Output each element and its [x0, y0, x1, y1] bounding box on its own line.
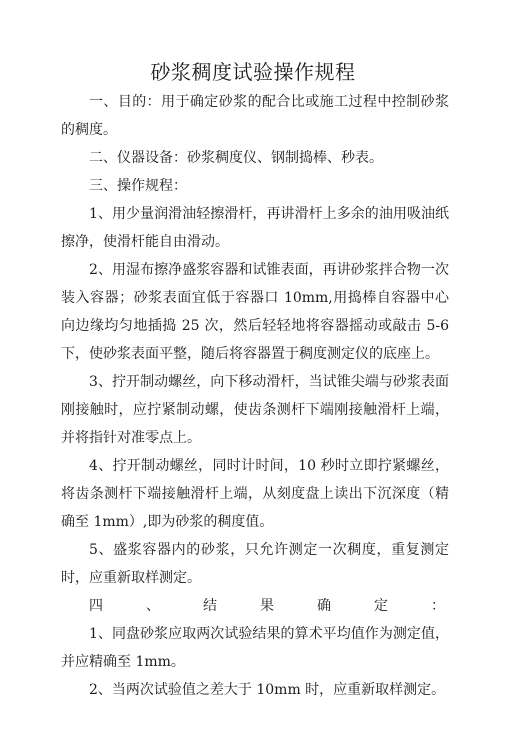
section-results-heading — [61, 592, 449, 620]
section-equipment: 二、仪器设备：砂浆稠度仪、钢制捣棒、秒表。 — [89, 150, 383, 166]
results-heading-char: ： — [431, 598, 445, 614]
results-heading-char: 定 — [374, 598, 388, 614]
procedure-step-4: 4、拧开制动螺丝，同时计时间，10 秒时立即拧紧螺丝，将齿条测杆下端接触滑杆上端，从刻度盘上读出下沉深度（精确至 1mm）,即为砂浆的稠度值。 — [61, 458, 449, 530]
results-heading-char: 确 — [317, 598, 331, 614]
results-heading-char: 四 — [89, 598, 103, 614]
result-item-1: 1、同盘砂浆应取两次试验结果的算术平均值作为测定值，并应精确至 1mm。 — [61, 626, 449, 670]
procedure-step-5: 5、盛浆容器内的砂浆，只允许测定一次稠度，重复测定时，应重新取样测定。 — [61, 542, 449, 586]
document-title: 砂浆稠度试验操作规程 — [150, 60, 356, 84]
procedure-step-1: 1、用少量润滑油轻擦滑杆，再讲滑杆上多余的油用吸油纸擦净，使滑杆能自由滑动。 — [61, 206, 449, 250]
results-heading-char: 、 — [146, 598, 160, 614]
section-purpose: 一、目的：用于确定砂浆的配合比或施工过程中控制砂浆的稠度。 — [61, 94, 449, 138]
section-procedure-heading: 三、操作规程： — [89, 178, 187, 194]
result-item-2: 2、当两次试验值之差大于 10mm 时，应重新取样测定。 — [89, 682, 446, 698]
procedure-step-3: 3、拧开制动螺丝，向下移动滑杆，当试锥尖端与砂浆表面刚接触时，应拧紧制动螺，使齿条测杆下端刚接触滑杆上端，并将指针对准零点上。 — [61, 374, 449, 446]
procedure-step-2: 2、用湿布擦净盛浆容器和试锥表面，再讲砂浆拌合物一次装入容器；砂浆表面宜低于容器口 10mm,用捣棒自容器中心向边缘均匀地插捣 25 次，然后轻轻地将容器摇动或敲击 5-6 下，使砂浆表面平整，随后将容器置于稠度测定仪的底座上。 — [61, 262, 449, 362]
results-heading-char: 果 — [260, 598, 274, 614]
document-body — [61, 88, 449, 704]
results-heading-char: 结 — [203, 598, 217, 614]
